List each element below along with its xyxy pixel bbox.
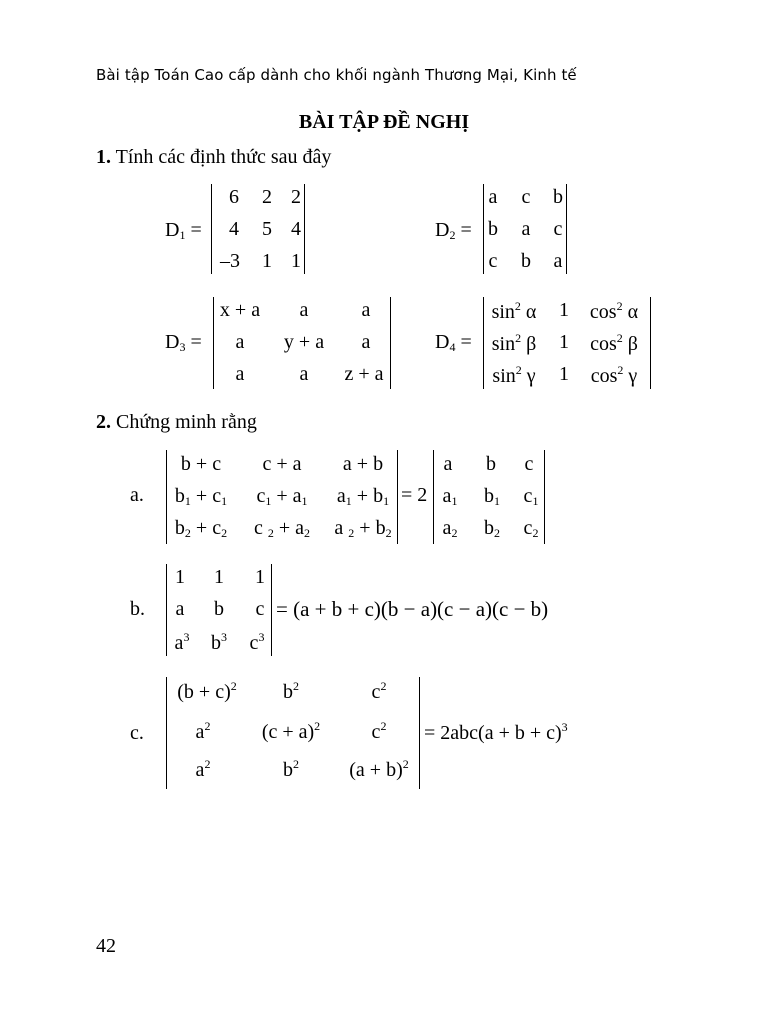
label-c: c. bbox=[130, 722, 144, 744]
d1-matrix: 6 2 2 4 5 4 –3 1 1 bbox=[211, 184, 305, 274]
running-header: Bài tập Toán Cao cấp dành cho khối ngành Thương Mại, Kinh tế bbox=[96, 66, 577, 84]
2b-matrix: 1 1 1 a b c $a^3$ $b^3$ $c^3$ bbox=[166, 564, 272, 656]
problem-2-heading bbox=[96, 411, 257, 434]
d3-label: $D_3$ = bbox=[165, 331, 202, 354]
problem-1-heading bbox=[96, 146, 331, 169]
d2-matrix: a c b b a c c b a bbox=[483, 184, 567, 274]
2c-rhs: = $2abc(a + b + c)^3$ bbox=[424, 720, 568, 744]
problem-1-text: Tính các định thức sau đây bbox=[111, 146, 332, 168]
problem-1-number: 1. bbox=[96, 146, 111, 168]
2b-rhs: = (a + b + c)(b − a)(c − a)(c − b) bbox=[276, 597, 549, 621]
label-a: a. bbox=[130, 484, 144, 506]
2a-equals-two: = 2 bbox=[401, 484, 428, 506]
2c-matrix: $(b + c)^2$ $b^2$ $c^2$ $a^2$ $(c + a)^2$ $c^2$ $a^2$ $b^2$ $(a + b)^2$ bbox=[166, 677, 420, 789]
problem-2-number: 2. bbox=[96, 411, 111, 433]
d2-label: $D_2$ = bbox=[435, 219, 472, 242]
d1-label: $D_1$ = bbox=[165, 219, 202, 242]
page-number: 42 bbox=[96, 935, 116, 957]
section-title: BÀI TẬP ĐỀ NGHỊ bbox=[298, 111, 470, 133]
2a-left-matrix: b + c c + a a + b $b_1 + c_1$ $c_1 + a_1$ $a_1 + b_1$ $b_2 + c_2$ c $_2 + a_2$ a $_2 + b_2$ bbox=[166, 450, 398, 544]
d4-label: $D_4$ = bbox=[435, 331, 472, 354]
2a-right-matrix: a b c $a_1$ $b_1$ $c_1$ $a_2$ $b_2$ $c_2$ bbox=[433, 450, 545, 544]
d3-matrix: x + a a a a y + a a a a z + a bbox=[213, 297, 391, 389]
label-b: b. bbox=[130, 598, 145, 620]
problem-2-text: Chứng minh rằng bbox=[111, 411, 257, 433]
d4-matrix: $\sin^2 \alpha$ 1 $\cos^2 \alpha$ $\sin^2 \beta$ 1 $\cos^2 \beta$ $\sin^2 \gamma$ 1 $\cos^2 \gamma$ bbox=[483, 297, 651, 389]
